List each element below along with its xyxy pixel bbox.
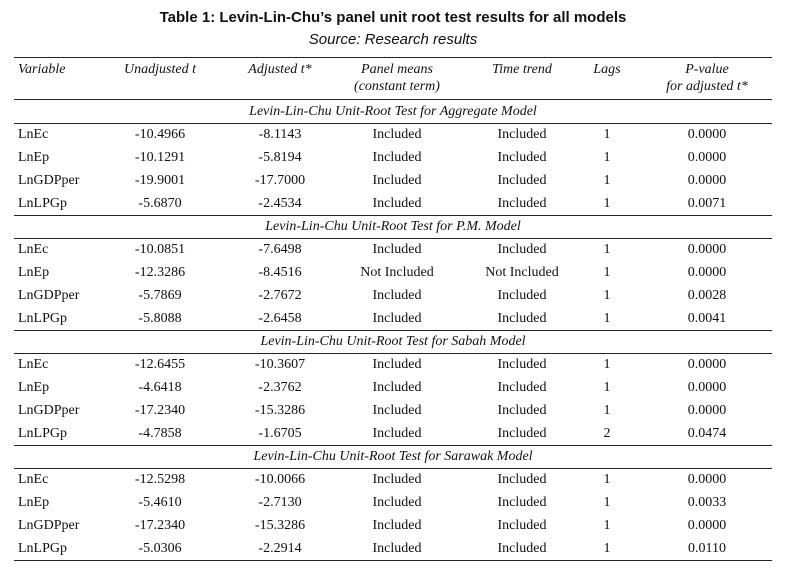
cell-pvalue: 0.0000 [687,265,727,280]
table-row [14,468,772,491]
cell-panel-means: Included [372,541,422,556]
cell-adjusted-t: -5.8194 [258,150,302,165]
cell-lags: 1 [603,380,611,395]
table-row [14,353,772,376]
cell-adjusted-t: -8.1143 [258,127,302,142]
cell-time-trend: Included [497,518,547,533]
cell-time-trend: Included [497,196,547,211]
cell-lags: 1 [603,518,611,533]
cell-time-trend: Included [497,288,547,303]
cell-panel-means: Included [372,196,422,211]
cell-variable: LnEp [18,150,50,165]
cell-variable: LnLPGp [18,426,67,441]
cell-adjusted-t: -10.3607 [254,357,306,372]
cell-unadjusted-t: -4.7858 [138,426,182,441]
cell-unadjusted-t: -5.8088 [138,311,182,326]
table-row [14,169,772,192]
cell-variable: LnLPGp [18,196,67,211]
table-row [14,238,772,261]
cell-panel-means: Not Included [360,265,434,280]
cell-pvalue: 0.0033 [687,495,727,510]
cell-pvalue: 0.0000 [687,518,727,533]
cell-lags: 1 [603,242,611,257]
table-row [14,261,772,284]
cell-lags: 1 [603,150,611,165]
cell-adjusted-t: -2.4534 [258,196,302,211]
bottom-rule [14,560,772,561]
table-row [14,146,772,169]
cell-pvalue: 0.0000 [687,242,727,257]
cell-unadjusted-t: -5.0306 [138,541,182,556]
cell-panel-means: Included [372,518,422,533]
cell-adjusted-t: -2.7672 [258,288,302,303]
cell-pvalue: 0.0474 [687,426,727,441]
cell-adjusted-t: -1.6705 [258,426,302,441]
header-variable: Variable [18,62,66,77]
cell-lags: 1 [603,127,611,142]
cell-variable: LnLPGp [18,541,67,556]
cell-variable: LnGDPper [18,173,80,188]
cell-lags: 1 [603,495,611,510]
header-adjusted-t: Adjusted t* [248,62,312,77]
cell-unadjusted-t: -12.3286 [134,265,186,280]
table-row [14,192,772,215]
cell-lags: 1 [603,265,611,280]
cell-panel-means: Included [372,380,422,395]
cell-adjusted-t: -2.6458 [258,311,302,326]
cell-unadjusted-t: -10.1291 [134,150,186,165]
header-panel-means: Panel means [361,62,433,77]
table-row [14,123,772,146]
cell-time-trend: Included [497,495,547,510]
section-title: Levin-Lin-Chu Unit-Root Test for Sabah Model [260,334,526,349]
cell-time-trend: Included [497,173,547,188]
cell-pvalue: 0.0000 [687,150,727,165]
cell-panel-means: Included [372,311,422,326]
top-rule [14,57,772,58]
cell-panel-means: Included [372,150,422,165]
cell-panel-means: Included [372,426,422,441]
section-title: Levin-Lin-Chu Unit-Root Test for P.M. Model [265,219,521,234]
cell-variable: LnEc [18,242,49,257]
cell-time-trend: Included [497,426,547,441]
table-row [14,491,772,514]
cell-unadjusted-t: -12.5298 [134,472,186,487]
cell-pvalue: 0.0000 [687,403,727,418]
cell-pvalue: 0.0000 [687,173,727,188]
table-row [14,514,772,537]
cell-panel-means: Included [372,357,422,372]
section-title: Levin-Lin-Chu Unit-Root Test for Sarawak Model [253,449,533,464]
cell-pvalue: 0.0000 [687,357,727,372]
cell-unadjusted-t: -4.6418 [138,380,182,395]
cell-variable: LnGDPper [18,403,80,418]
cell-time-trend: Included [497,403,547,418]
table-row [14,307,772,330]
cell-time-trend: Included [497,311,547,326]
cell-unadjusted-t: -5.7869 [138,288,182,303]
cell-adjusted-t: -2.7130 [258,495,302,510]
cell-pvalue: 0.0041 [687,311,727,326]
cell-lags: 1 [603,472,611,487]
cell-time-trend: Included [497,357,547,372]
cell-lags: 2 [603,426,611,441]
cell-time-trend: Included [497,472,547,487]
cell-panel-means: Included [372,472,422,487]
cell-variable: LnEc [18,357,49,372]
table-row [14,284,772,307]
cell-time-trend: Included [497,380,547,395]
cell-variable: LnEc [18,127,49,142]
table-title: Table 1: Levin-Lin-Chu’s panel unit root test results for all models [159,9,627,26]
cell-adjusted-t: -15.3286 [254,518,306,533]
cell-panel-means: Included [372,127,422,142]
cell-variable: LnLPGp [18,311,67,326]
cell-time-trend: Included [497,150,547,165]
cell-lags: 1 [603,541,611,556]
section-title: Levin-Lin-Chu Unit-Root Test for Aggregate Model [249,104,537,119]
cell-variable: LnGDPper [18,288,80,303]
cell-unadjusted-t: -5.4610 [138,495,182,510]
cell-lags: 1 [603,288,611,303]
header-panel-means-sub: (constant term) [354,79,440,94]
cell-adjusted-t: -2.2914 [258,541,302,556]
cell-adjusted-t: -17.7000 [254,173,306,188]
cell-unadjusted-t: -17.2340 [134,518,186,533]
cell-panel-means: Included [372,242,422,257]
cell-unadjusted-t: -17.2340 [134,403,186,418]
cell-unadjusted-t: -12.6455 [134,357,186,372]
cell-lags: 1 [603,311,611,326]
table-row [14,537,772,560]
cell-variable: LnEc [18,472,49,487]
cell-variable: LnEp [18,380,50,395]
cell-pvalue: 0.0000 [687,472,727,487]
cell-adjusted-t: -10.0066 [254,472,306,487]
cell-unadjusted-t: -5.6870 [138,196,182,211]
header-pvalue: P-value [685,62,729,77]
cell-adjusted-t: -8.4516 [258,265,302,280]
table-row [14,399,772,422]
table-source: Source: Research results [308,31,478,48]
cell-unadjusted-t: -19.9001 [134,173,186,188]
cell-pvalue: 0.0000 [687,127,727,142]
cell-pvalue: 0.0110 [688,541,726,556]
cell-lags: 1 [603,196,611,211]
cell-panel-means: Included [372,403,422,418]
header-pvalue-sub: for adjusted t* [666,79,748,94]
cell-time-trend: Included [497,127,547,142]
cell-adjusted-t: -7.6498 [258,242,302,257]
cell-lags: 1 [603,357,611,372]
cell-pvalue: 0.0071 [687,196,727,211]
cell-lags: 1 [603,403,611,418]
header-lags: Lags [593,62,621,77]
cell-pvalue: 0.0000 [687,380,727,395]
header-time-trend: Time trend [492,62,552,77]
cell-panel-means: Included [372,173,422,188]
cell-time-trend: Included [497,541,547,556]
cell-variable: LnGDPper [18,518,80,533]
cell-time-trend: Included [497,242,547,257]
table-row [14,376,772,399]
cell-time-trend: Not Included [485,265,559,280]
cell-panel-means: Included [372,495,422,510]
cell-panel-means: Included [372,288,422,303]
header-unadjusted-t: Unadjusted t [124,62,196,77]
cell-pvalue: 0.0028 [687,288,727,303]
cell-adjusted-t: -2.3762 [258,380,302,395]
cell-unadjusted-t: -10.0851 [134,242,186,257]
cell-unadjusted-t: -10.4966 [134,127,186,142]
cell-variable: LnEp [18,265,50,280]
cell-adjusted-t: -15.3286 [254,403,306,418]
cell-variable: LnEp [18,495,50,510]
table-row [14,422,772,445]
cell-lags: 1 [603,173,611,188]
